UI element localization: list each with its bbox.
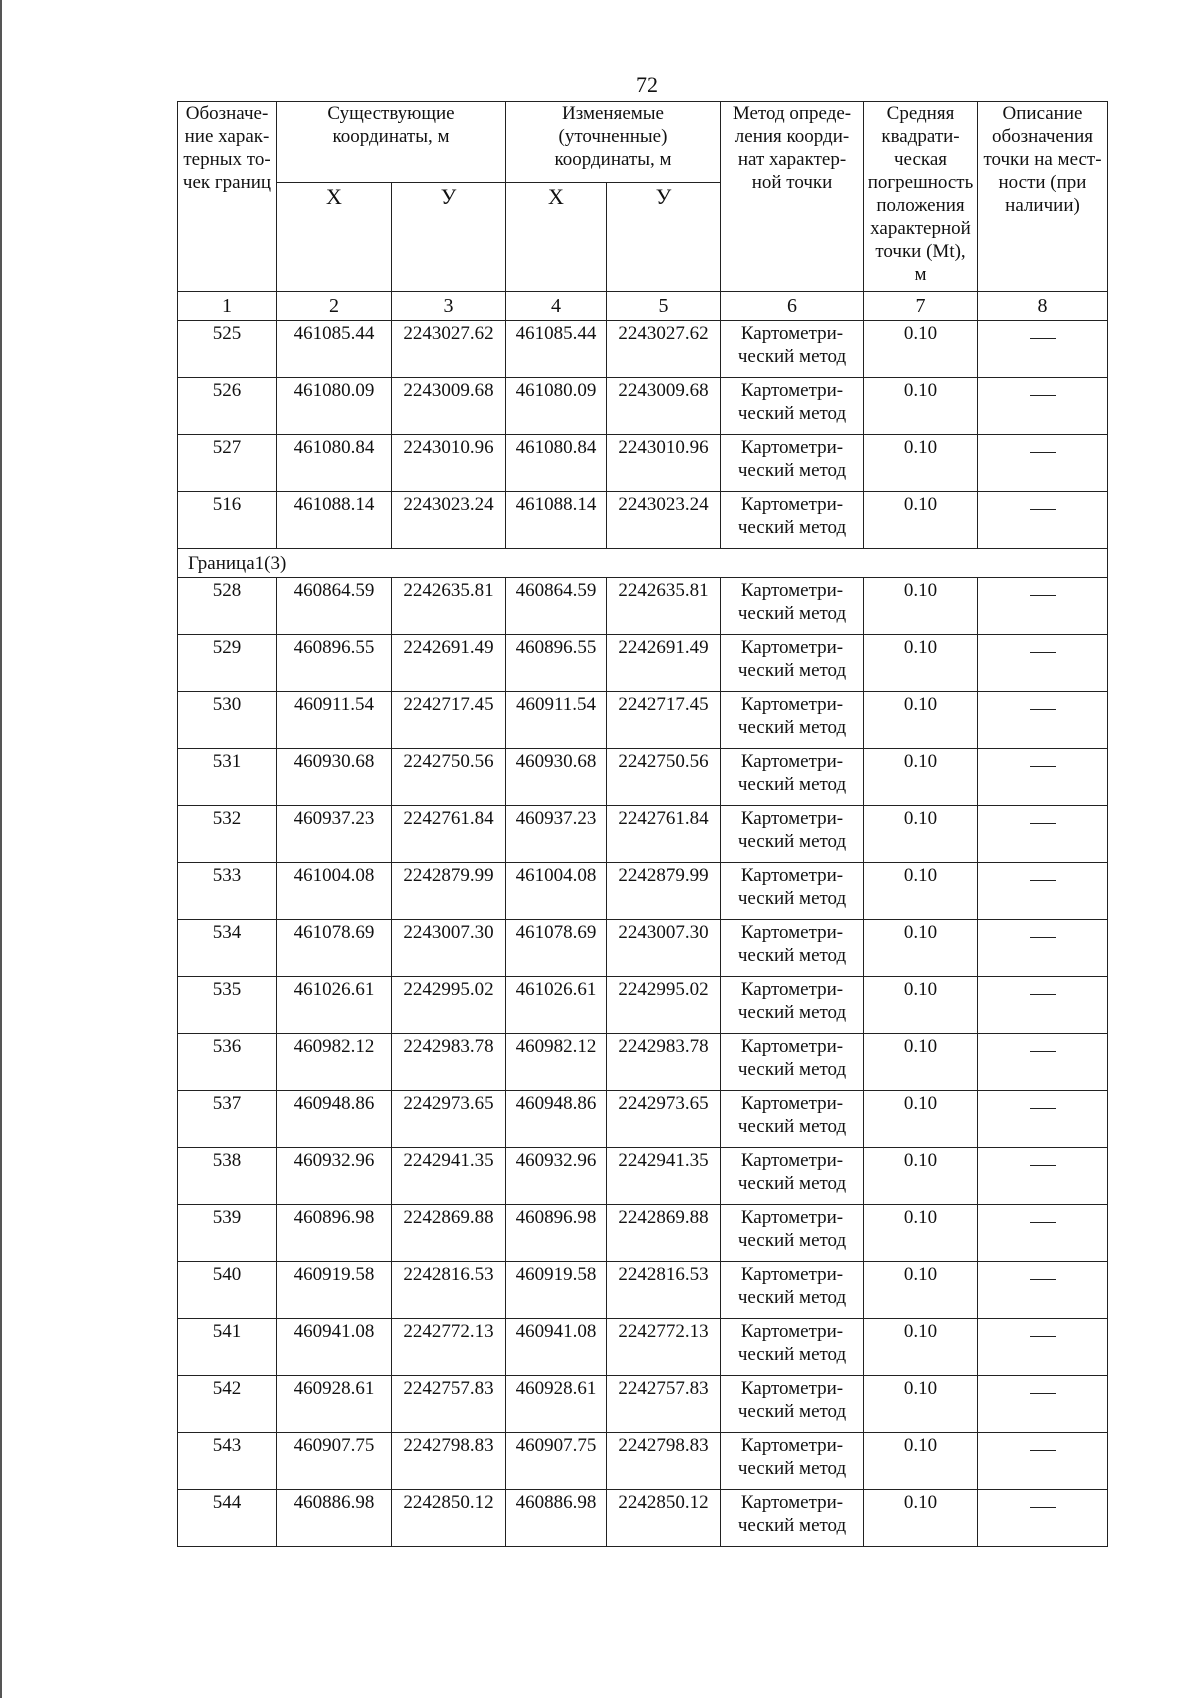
table-body <box>178 321 1108 1547</box>
changed-x-cell: 460941.08 <box>506 1319 607 1376</box>
dash-mark <box>1030 937 1056 938</box>
table-row <box>178 1091 1108 1148</box>
method-cell: Картометри- ческий метод <box>721 1205 864 1262</box>
point-id-cell: 543 <box>178 1433 277 1490</box>
dash-mark <box>1030 766 1056 767</box>
description-cell <box>978 1262 1108 1319</box>
description-cell <box>978 1148 1108 1205</box>
method-cell: Картометри- ческий метод <box>721 806 864 863</box>
existing-x-cell: 460982.12 <box>277 1034 392 1091</box>
existing-y-cell: 2242761.84 <box>392 806 506 863</box>
description-cell <box>978 578 1108 635</box>
description-cell <box>978 1205 1108 1262</box>
table-row <box>178 1034 1108 1091</box>
changed-x-cell: 461080.09 <box>506 378 607 435</box>
changed-x-cell: 460896.98 <box>506 1205 607 1262</box>
description-cell <box>978 692 1108 749</box>
existing-y-cell: 2243027.62 <box>392 321 506 378</box>
table-row <box>178 578 1108 635</box>
section-title-row <box>178 549 1108 578</box>
existing-y-cell: 2243010.96 <box>392 435 506 492</box>
point-id-cell: 530 <box>178 692 277 749</box>
changed-x-cell: 461026.61 <box>506 977 607 1034</box>
dash-mark <box>1030 452 1056 453</box>
table-row <box>178 435 1108 492</box>
existing-y-cell: 2242869.88 <box>392 1205 506 1262</box>
table-row <box>178 1148 1108 1205</box>
changed-y-cell: 2242761.84 <box>607 806 721 863</box>
changed-x-cell: 460919.58 <box>506 1262 607 1319</box>
error-cell: 0.10 <box>864 920 978 977</box>
error-cell: 0.10 <box>864 1148 978 1205</box>
error-cell: 0.10 <box>864 321 978 378</box>
changed-y-cell: 2242941.35 <box>607 1148 721 1205</box>
existing-y-cell: 2242757.83 <box>392 1376 506 1433</box>
existing-y-cell: 2242995.02 <box>392 977 506 1034</box>
existing-x-cell: 461080.09 <box>277 378 392 435</box>
header-method: Метод опреде- ления коорди- нат характер- ной точки <box>721 102 864 292</box>
changed-y-cell: 2242850.12 <box>607 1490 721 1547</box>
method-cell: Картометри- ческий метод <box>721 977 864 1034</box>
existing-x-cell: 461004.08 <box>277 863 392 920</box>
method-cell: Картометри- ческий метод <box>721 1034 864 1091</box>
error-cell: 0.10 <box>864 635 978 692</box>
dash-mark <box>1030 509 1056 510</box>
existing-y-cell: 2242772.13 <box>392 1319 506 1376</box>
header-point-designation: Обозначе- ние харак- терных то- чек границ <box>178 102 277 292</box>
error-cell: 0.10 <box>864 492 978 549</box>
description-cell <box>978 1319 1108 1376</box>
dash-mark <box>1030 652 1056 653</box>
error-cell: 0.10 <box>864 977 978 1034</box>
description-cell <box>978 863 1108 920</box>
table-row <box>178 1490 1108 1547</box>
description-cell <box>978 749 1108 806</box>
existing-x-cell: 460911.54 <box>277 692 392 749</box>
changed-y-cell: 2242816.53 <box>607 1262 721 1319</box>
method-cell: Картометри- ческий метод <box>721 692 864 749</box>
existing-x-cell: 461078.69 <box>277 920 392 977</box>
changed-y-cell: 2243027.62 <box>607 321 721 378</box>
table-row <box>178 1433 1108 1490</box>
existing-x-cell: 461080.84 <box>277 435 392 492</box>
column-number: 3 <box>392 292 506 321</box>
changed-x-cell: 460948.86 <box>506 1091 607 1148</box>
dash-mark <box>1030 1393 1056 1394</box>
dash-mark <box>1030 1507 1056 1508</box>
existing-y-cell: 2242798.83 <box>392 1433 506 1490</box>
point-id-cell: 537 <box>178 1091 277 1148</box>
existing-y-cell: 2242691.49 <box>392 635 506 692</box>
table-row <box>178 1376 1108 1433</box>
point-id-cell: 534 <box>178 920 277 977</box>
table-row <box>178 920 1108 977</box>
existing-y-cell: 2242941.35 <box>392 1148 506 1205</box>
changed-x-cell: 460930.68 <box>506 749 607 806</box>
error-cell: 0.10 <box>864 863 978 920</box>
changed-y-cell: 2242750.56 <box>607 749 721 806</box>
dash-mark <box>1030 1336 1056 1337</box>
existing-x-cell: 461088.14 <box>277 492 392 549</box>
error-cell: 0.10 <box>864 1376 978 1433</box>
description-cell <box>978 1091 1108 1148</box>
existing-x-cell: 460928.61 <box>277 1376 392 1433</box>
changed-x-cell: 460937.23 <box>506 806 607 863</box>
header-description: Описание обозначения точки на мест- ности (при наличии) <box>978 102 1108 292</box>
changed-x-cell: 460896.55 <box>506 635 607 692</box>
error-cell: 0.10 <box>864 1034 978 1091</box>
page-left-edge <box>0 0 2 1698</box>
error-cell: 0.10 <box>864 1262 978 1319</box>
existing-x-cell: 460932.96 <box>277 1148 392 1205</box>
changed-y-cell: 2242717.45 <box>607 692 721 749</box>
method-cell: Картометри- ческий метод <box>721 635 864 692</box>
header-changed-x: X <box>506 183 607 292</box>
changed-x-cell: 460928.61 <box>506 1376 607 1433</box>
section-title: Граница1(3) <box>178 549 1108 578</box>
dash-mark <box>1030 595 1056 596</box>
existing-y-cell: 2243007.30 <box>392 920 506 977</box>
changed-x-cell: 460886.98 <box>506 1490 607 1547</box>
existing-x-cell: 460886.98 <box>277 1490 392 1547</box>
table-row <box>178 692 1108 749</box>
description-cell <box>978 492 1108 549</box>
existing-y-cell: 2242973.65 <box>392 1091 506 1148</box>
description-cell <box>978 1034 1108 1091</box>
changed-y-cell: 2242869.88 <box>607 1205 721 1262</box>
page-number: 72 <box>636 72 658 97</box>
method-cell: Картометри- ческий метод <box>721 863 864 920</box>
error-cell: 0.10 <box>864 692 978 749</box>
existing-y-cell: 2243009.68 <box>392 378 506 435</box>
point-id-cell: 525 <box>178 321 277 378</box>
existing-y-cell: 2242750.56 <box>392 749 506 806</box>
error-cell: 0.10 <box>864 749 978 806</box>
dash-mark <box>1030 1450 1056 1451</box>
point-id-cell: 526 <box>178 378 277 435</box>
method-cell: Картометри- ческий метод <box>721 1148 864 1205</box>
header-existing-y: У <box>392 183 506 292</box>
point-id-cell: 540 <box>178 1262 277 1319</box>
dash-mark <box>1030 1108 1056 1109</box>
existing-y-cell: 2242816.53 <box>392 1262 506 1319</box>
error-cell: 0.10 <box>864 1433 978 1490</box>
method-cell: Картометри- ческий метод <box>721 321 864 378</box>
error-cell: 0.10 <box>864 435 978 492</box>
changed-x-cell: 460907.75 <box>506 1433 607 1490</box>
changed-y-cell: 2242879.99 <box>607 863 721 920</box>
error-cell: 0.10 <box>864 378 978 435</box>
description-cell <box>978 806 1108 863</box>
dash-mark <box>1030 1051 1056 1052</box>
table-row <box>178 492 1108 549</box>
description-cell <box>978 635 1108 692</box>
changed-y-cell: 2242691.49 <box>607 635 721 692</box>
existing-y-cell: 2242983.78 <box>392 1034 506 1091</box>
point-id-cell: 535 <box>178 977 277 1034</box>
point-id-cell: 539 <box>178 1205 277 1262</box>
existing-y-cell: 2243023.24 <box>392 492 506 549</box>
method-cell: Картометри- ческий метод <box>721 1262 864 1319</box>
changed-x-cell: 460932.96 <box>506 1148 607 1205</box>
changed-y-cell: 2242757.83 <box>607 1376 721 1433</box>
point-id-cell: 528 <box>178 578 277 635</box>
table-row <box>178 806 1108 863</box>
method-cell: Картометри- ческий метод <box>721 749 864 806</box>
dash-mark <box>1030 338 1056 339</box>
changed-x-cell: 461085.44 <box>506 321 607 378</box>
point-id-cell: 533 <box>178 863 277 920</box>
table-row <box>178 1319 1108 1376</box>
header-existing-coordinates: Существующие координаты, м <box>277 102 506 183</box>
description-cell <box>978 435 1108 492</box>
header-existing-x: X <box>277 183 392 292</box>
coordinates-table <box>177 101 1108 1547</box>
column-number: 2 <box>277 292 392 321</box>
error-cell: 0.10 <box>864 1091 978 1148</box>
description-cell <box>978 1376 1108 1433</box>
description-cell <box>978 321 1108 378</box>
existing-x-cell: 460896.55 <box>277 635 392 692</box>
dash-mark <box>1030 823 1056 824</box>
dash-mark <box>1030 994 1056 995</box>
method-cell: Картометри- ческий метод <box>721 920 864 977</box>
table-row <box>178 321 1108 378</box>
point-id-cell: 527 <box>178 435 277 492</box>
dash-mark <box>1030 880 1056 881</box>
description-cell <box>978 378 1108 435</box>
column-numbers-row <box>178 292 1108 321</box>
description-cell <box>978 977 1108 1034</box>
changed-y-cell: 2242995.02 <box>607 977 721 1034</box>
point-id-cell: 544 <box>178 1490 277 1547</box>
method-cell: Картометри- ческий метод <box>721 1376 864 1433</box>
point-id-cell: 531 <box>178 749 277 806</box>
existing-x-cell: 461026.61 <box>277 977 392 1034</box>
changed-x-cell: 461080.84 <box>506 435 607 492</box>
changed-y-cell: 2242635.81 <box>607 578 721 635</box>
changed-x-cell: 460911.54 <box>506 692 607 749</box>
column-number: 5 <box>607 292 721 321</box>
point-id-cell: 529 <box>178 635 277 692</box>
method-cell: Картометри- ческий метод <box>721 378 864 435</box>
existing-y-cell: 2242879.99 <box>392 863 506 920</box>
changed-x-cell: 460864.59 <box>506 578 607 635</box>
existing-x-cell: 460907.75 <box>277 1433 392 1490</box>
changed-y-cell: 2242973.65 <box>607 1091 721 1148</box>
dash-mark <box>1030 1279 1056 1280</box>
method-cell: Картометри- ческий метод <box>721 1490 864 1547</box>
header-changed-coordinates: Изменяемые (уточненные) координаты, м <box>506 102 721 183</box>
method-cell: Картометри- ческий метод <box>721 578 864 635</box>
dash-mark <box>1030 1222 1056 1223</box>
changed-y-cell: 2243010.96 <box>607 435 721 492</box>
column-number: 7 <box>864 292 978 321</box>
table-row <box>178 378 1108 435</box>
existing-y-cell: 2242717.45 <box>392 692 506 749</box>
table-row <box>178 1262 1108 1319</box>
changed-x-cell: 460982.12 <box>506 1034 607 1091</box>
table-row <box>178 977 1108 1034</box>
header-changed-y: У <box>607 183 721 292</box>
description-cell <box>978 1490 1108 1547</box>
point-id-cell: 538 <box>178 1148 277 1205</box>
error-cell: 0.10 <box>864 1490 978 1547</box>
dash-mark <box>1030 395 1056 396</box>
point-id-cell: 532 <box>178 806 277 863</box>
existing-y-cell: 2242850.12 <box>392 1490 506 1547</box>
changed-y-cell: 2242798.83 <box>607 1433 721 1490</box>
point-id-cell: 536 <box>178 1034 277 1091</box>
existing-y-cell: 2242635.81 <box>392 578 506 635</box>
changed-y-cell: 2243023.24 <box>607 492 721 549</box>
column-number: 6 <box>721 292 864 321</box>
header-error: Средняя квадрати- ческая погрешность положения характерной точки (Mt), м <box>864 102 978 292</box>
method-cell: Картометри- ческий метод <box>721 435 864 492</box>
table-row <box>178 863 1108 920</box>
column-number: 4 <box>506 292 607 321</box>
changed-y-cell: 2243007.30 <box>607 920 721 977</box>
existing-x-cell: 460930.68 <box>277 749 392 806</box>
column-number: 1 <box>178 292 277 321</box>
changed-y-cell: 2242983.78 <box>607 1034 721 1091</box>
method-cell: Картометри- ческий метод <box>721 1091 864 1148</box>
changed-x-cell: 461078.69 <box>506 920 607 977</box>
changed-x-cell: 461088.14 <box>506 492 607 549</box>
table-row <box>178 1205 1108 1262</box>
existing-x-cell: 460941.08 <box>277 1319 392 1376</box>
point-id-cell: 542 <box>178 1376 277 1433</box>
description-cell <box>978 1433 1108 1490</box>
point-id-cell: 516 <box>178 492 277 549</box>
existing-x-cell: 460919.58 <box>277 1262 392 1319</box>
point-id-cell: 541 <box>178 1319 277 1376</box>
existing-x-cell: 460948.86 <box>277 1091 392 1148</box>
table-row <box>178 749 1108 806</box>
changed-y-cell: 2242772.13 <box>607 1319 721 1376</box>
description-cell <box>978 920 1108 977</box>
changed-y-cell: 2243009.68 <box>607 378 721 435</box>
method-cell: Картометри- ческий метод <box>721 492 864 549</box>
error-cell: 0.10 <box>864 1319 978 1376</box>
existing-x-cell: 460864.59 <box>277 578 392 635</box>
existing-x-cell: 460937.23 <box>277 806 392 863</box>
existing-x-cell: 460896.98 <box>277 1205 392 1262</box>
method-cell: Картометри- ческий метод <box>721 1319 864 1376</box>
dash-mark <box>1030 709 1056 710</box>
changed-x-cell: 461004.08 <box>506 863 607 920</box>
dash-mark <box>1030 1165 1056 1166</box>
error-cell: 0.10 <box>864 806 978 863</box>
column-number: 8 <box>978 292 1108 321</box>
existing-x-cell: 461085.44 <box>277 321 392 378</box>
error-cell: 0.10 <box>864 578 978 635</box>
table-row <box>178 635 1108 692</box>
error-cell: 0.10 <box>864 1205 978 1262</box>
method-cell: Картометри- ческий метод <box>721 1433 864 1490</box>
